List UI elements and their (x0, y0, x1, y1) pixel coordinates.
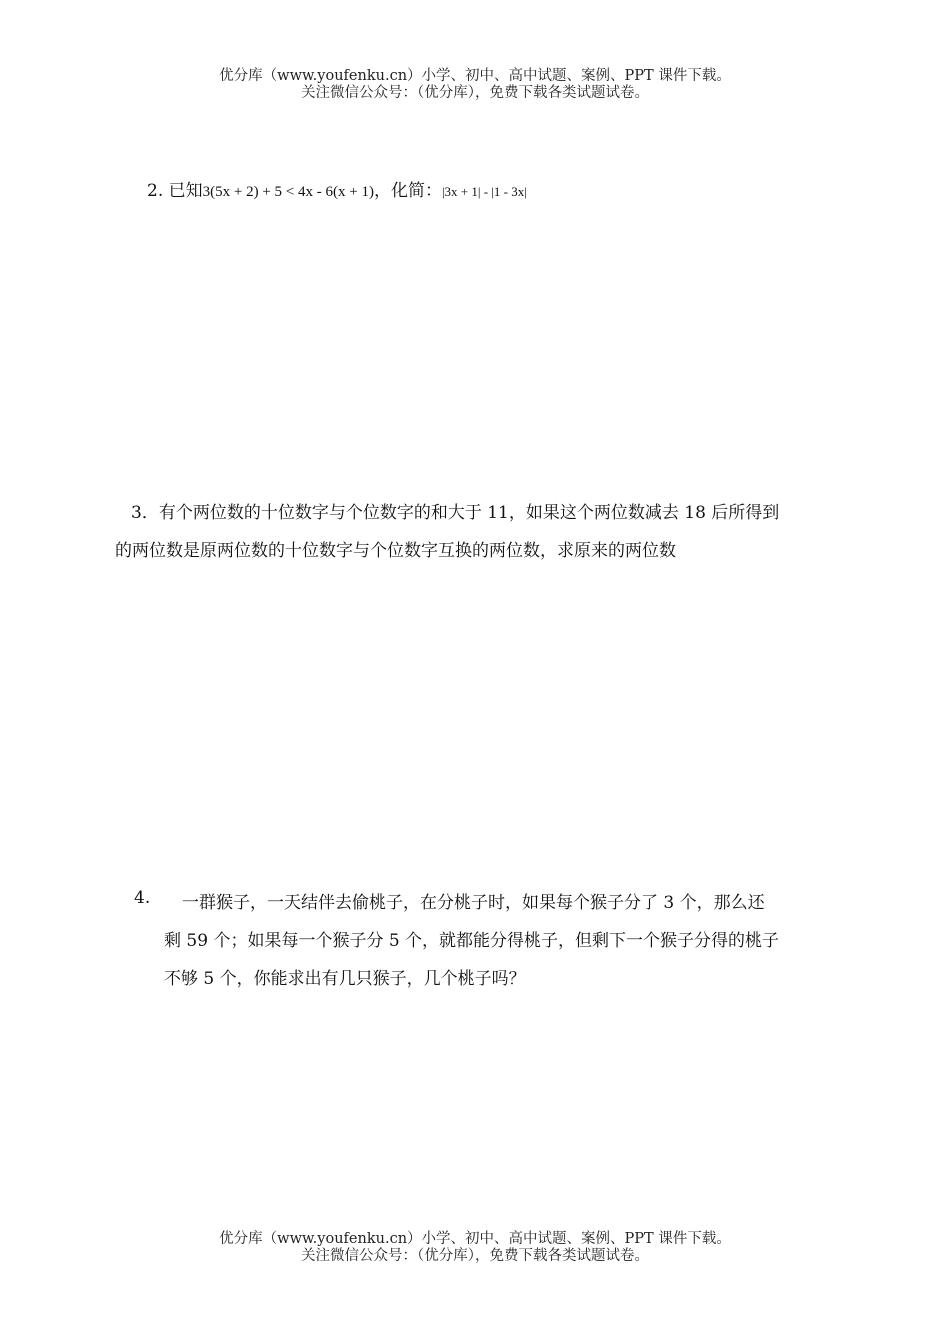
question-4-number: 4. (134, 888, 151, 908)
header-line-2: 关注微信公众号：（优分库），免费下载各类试题试卷。 (301, 85, 649, 101)
question-3-line-1: 3．有个两位数的十位数字与个位数字的和大于 11，如果这个两位数减去 18 后所得到 (131, 503, 780, 523)
question-2-expression: |3x + 1| - |1 - 3x| (441, 184, 527, 199)
header-line-1: 优分库（www.youfenku.cn）小学、初中、高中试题、案例、PPT 课件下载。 (219, 68, 731, 84)
question-4-line-3: 不够 5 个，你能求出有几只猴子，几个桃子吗？ (164, 969, 526, 989)
question-2-inequality: 3(5x + 2) + 5 < 4x - 6(x + 1) (202, 184, 374, 200)
footer-line-1: 优分库（www.youfenku.cn）小学、初中、高中试题、案例、PPT 课件下载。 (219, 1231, 731, 1247)
question-4-line-2: 剩 59 个；如果每一个猴子分 5 个，就都能分得桃子，但剩下一个猴子分得的桃子 (164, 931, 780, 951)
question-2-prefix: 2. 已知 (147, 181, 203, 201)
question-4-line-1: 一群猴子，一天结伴去偷桃子，在分桃子时，如果每个猴子分了 3 个，那么还 (182, 893, 765, 913)
question-2 (147, 176, 527, 201)
page-footer (0, 1231, 950, 1265)
question-3-line-2: 的两位数是原两位数的十位数字与个位数字互换的两位数，求原来的两位数 (115, 541, 676, 561)
question-2-mid: ，化简： (373, 181, 442, 201)
page-header (0, 68, 950, 102)
footer-line-2: 关注微信公众号：（优分库），免费下载各类试题试卷。 (301, 1248, 649, 1264)
